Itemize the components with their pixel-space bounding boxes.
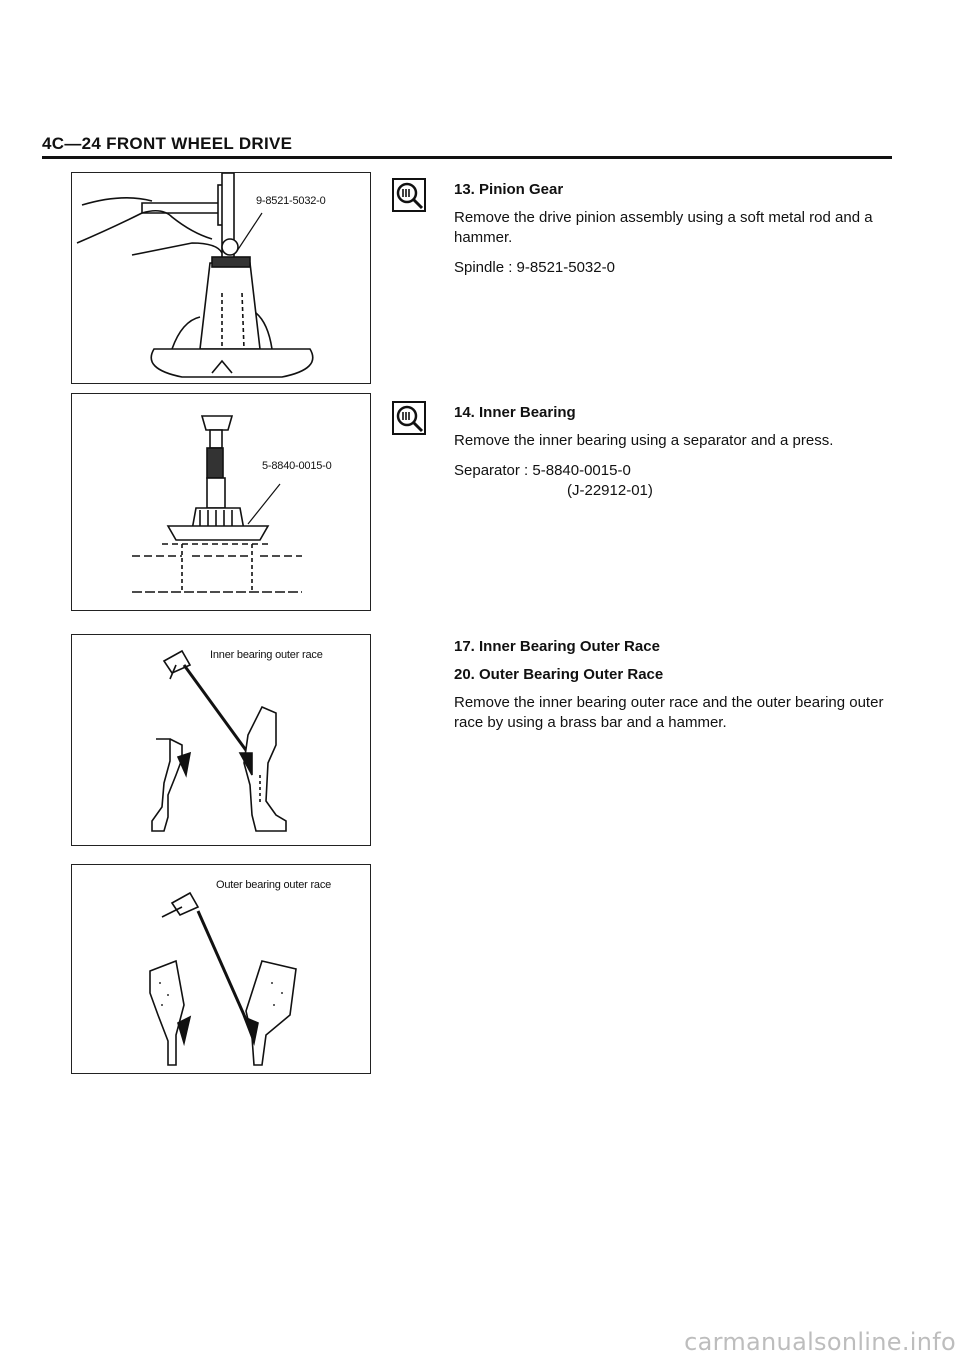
figure-inner-bearing-press (71, 393, 371, 611)
section-body: Remove the inner bearing outer race and the outer bearing outer race by using a brass bar and a hammer. (454, 694, 884, 731)
figure-pinion-removal (71, 172, 371, 384)
section-title-secondary: 20. Outer Bearing Outer Race (454, 666, 664, 683)
spec-value: 5-8840-0015-0 (532, 462, 631, 479)
spec-value: 9-8521-5032-0 (516, 259, 615, 276)
section-outer-races (454, 637, 904, 743)
section-title: 14. Inner Bearing (454, 404, 576, 421)
outer-race-illustration (72, 865, 370, 1073)
section-title: 13. Pinion Gear (454, 181, 564, 198)
inner-race-illustration (72, 635, 370, 845)
figure-callout: 5-8840-0015-0 (262, 460, 332, 472)
magnifier-icon (392, 401, 426, 435)
spec-label: Separator : (454, 462, 533, 479)
spec-label: Spindle : (454, 259, 517, 276)
watermark: carmanualsonline.info (684, 1328, 956, 1356)
figure-inner-race (71, 634, 371, 846)
page-title: 4C—24 FRONT WHEEL DRIVE (42, 134, 293, 153)
figure-callout: Inner bearing outer race (210, 649, 323, 661)
spec-value-secondary: (J-22912-01) (567, 482, 653, 499)
magnifier-icon (392, 178, 426, 212)
section-body: Remove the drive pinion assembly using a soft metal rod and a hammer. (454, 209, 873, 246)
page-header (42, 132, 892, 159)
bearing-press-illustration (72, 394, 370, 610)
section-inner-bearing (454, 403, 904, 501)
section-title: 17. Inner Bearing Outer Race (454, 638, 660, 655)
section-pinion-gear (454, 180, 904, 278)
spec-row (454, 258, 904, 278)
spec-row (454, 461, 904, 481)
figure-callout: 9-8521-5032-0 (256, 195, 326, 207)
figure-outer-race (71, 864, 371, 1074)
section-body: Remove the inner bearing using a separator and a press. (454, 432, 834, 449)
figure-callout: Outer bearing outer race (216, 879, 332, 891)
